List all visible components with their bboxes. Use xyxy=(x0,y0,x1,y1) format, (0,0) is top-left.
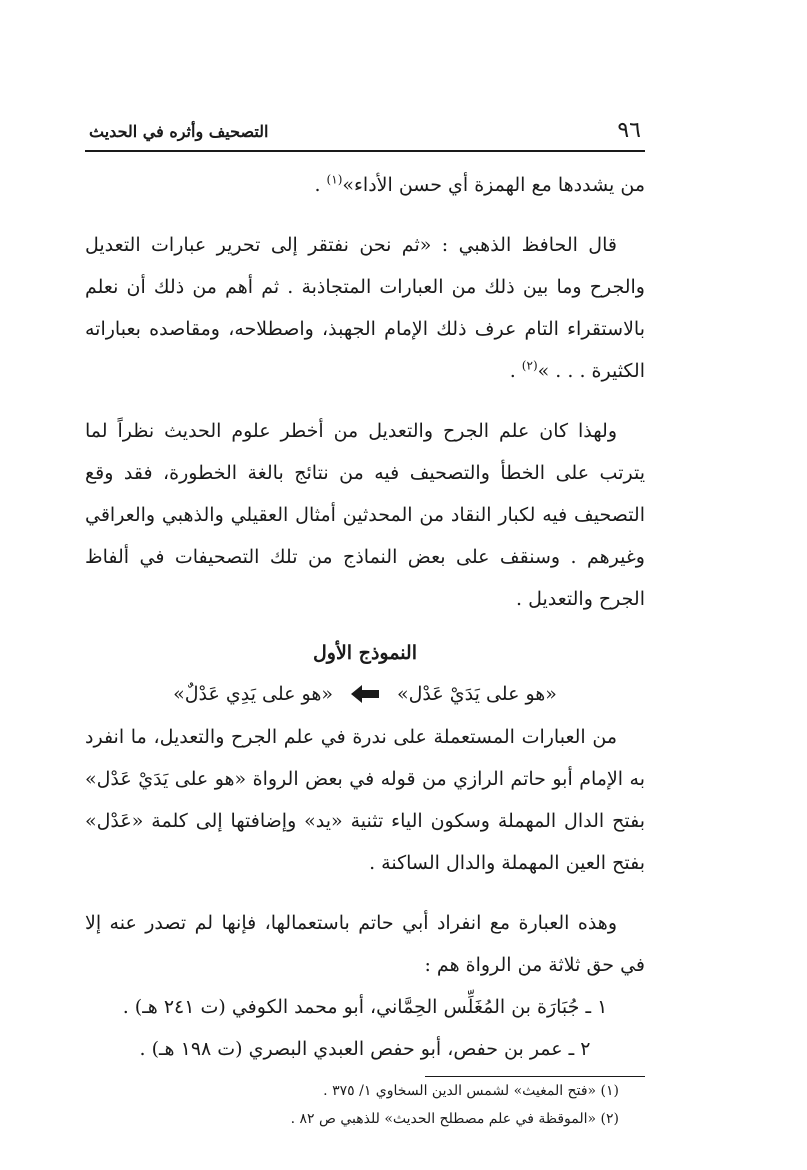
list-item: ٢ ـ عمر بن حفص، أبو حفص العبدي البصري (ت ١٩٨ هـ) . xyxy=(139,1038,591,1060)
footnote-2: (٢) «الموقظة في علم مصطلح الحديث» للذهبي ص ٨٢ . xyxy=(290,1111,619,1127)
paragraph-text: قال الحافظ الذهبي : «ثم نحن نفتقر إلى تحرير عبارات التعديل والجرح وما بين ذلك من العبارات المتجاذبة . ثم أهم من ذلك أن نعلم بالاستقراء التام عرف ذلك الإمام الجهبذ، واصطلاحه، ومقاصده بعباراته الكثيرة . . . » xyxy=(85,234,645,382)
paragraph-continuation xyxy=(85,164,645,206)
paragraph-tail: . xyxy=(509,360,522,382)
paragraph-text: ولهذا كان علم الجرح والتعديل من أخطر علوم الحديث نظراً لما يترتب على الخطأ والتصحيف فيه من نتائج بالغة الخطورة، فقد وقع التصحيف فيه لكبار النقاد من المحدثين أمثال العقيلي والذهبي والعراقي وغيرهم . وسنقف على بعض النماذج من تلك التصحيفات في ألفاظ الجرح والتعديل . xyxy=(85,420,645,610)
paragraph-dhahabi-quote xyxy=(85,224,645,392)
page-header xyxy=(85,112,645,152)
page-body xyxy=(85,164,645,1070)
paragraph-text: من يشددها مع الهمزة أي حسن الأداء» xyxy=(342,174,645,196)
footnote-1: (١) «فتح المغيث» لشمس الدين السخاوي ١/ ٣٧٥ . xyxy=(323,1083,619,1099)
section-title: النموذج الأول xyxy=(312,642,418,664)
running-title: التصحيف وأثره في الحديث xyxy=(89,122,269,141)
example-row xyxy=(85,672,645,716)
paragraph-importance xyxy=(85,410,645,620)
footnotes xyxy=(85,1077,645,1133)
example-original: «هو على يَدَيْ عَدْل» xyxy=(397,683,557,705)
paragraph-explanation xyxy=(85,716,645,884)
example-corrected: «هو على يَدِي عَدْلٌ» xyxy=(173,683,333,705)
paragraph-tail: . xyxy=(314,174,327,196)
footnote-ref-1: (١) xyxy=(326,172,343,187)
arrow-left-icon xyxy=(351,685,379,703)
paragraph-narrators-intro xyxy=(85,902,645,986)
list-item: ١ ـ جُبَارَة بن المُغَلِّس الحِمَّاني، أبو محمد الكوفي (ت ٢٤١ هـ) . xyxy=(122,996,608,1018)
paragraph-text: وهذه العبارة مع انفراد أبي حاتم باستعمالها، فإنها لم تصدر عنه إلا في حق ثلاثة من الرواة هم : xyxy=(85,912,645,976)
footnote-ref-2: (٢) xyxy=(521,358,538,373)
book-page xyxy=(85,112,645,1133)
paragraph-text: من العبارات المستعملة على ندرة في علم الجرح والتعديل، ما انفرد به الإمام أبو حاتم الرازي من قوله في بعض الرواة «هو على يَدَيْ عَدْل» بفتح الدال المهملة وسكون الياء تثنية «يد» وإضافتها إلى كلمة «عَدْل» بفتح العين المهملة والدال الساكنة . xyxy=(85,726,645,874)
page-number: ٩٦ xyxy=(617,118,641,143)
